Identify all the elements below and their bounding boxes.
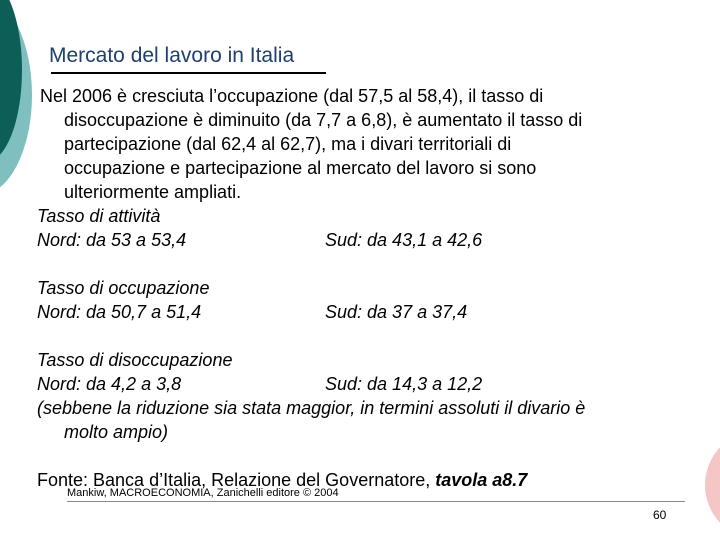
attivita-nord: Nord: da 53 a 53,4 [37,230,187,250]
title-underline [51,72,326,74]
occupazione-heading: Tasso di occupazione [37,278,210,298]
footer-divider [67,501,685,502]
intro-line-2: disoccupazione è diminuito (da 7,7 a 6,8), è aumentato il tasso di [64,110,583,130]
disoccupazione-heading: Tasso di disoccupazione [37,350,233,370]
intro-line-3: partecipazione (dal 62,4 al 62,7), ma i divari territoriali di [64,134,512,154]
pink-arc [705,430,720,540]
attivita-heading: Tasso di attività [37,206,161,226]
slide-title: Mercato del lavoro in Italia [49,44,295,67]
intro-line-5: ulteriormente ampliati. [64,182,242,202]
source-prefix: Fonte: Banca d’Italia, Relazione del Governatore, [37,470,436,490]
source-table-ref: tavola a8.7 [435,470,528,490]
disoccupazione-sud: Sud: da 14,3 a 12,2 [325,374,483,394]
disoccupazione-note-line-1: (sebbene la riduzione sia stata maggior, in termini assoluti il divario è [37,398,586,418]
disoccupazione-note-line-2: molto ampio) [64,422,169,442]
page-number: 60 [653,508,667,522]
occupazione-nord: Nord: da 50,7 a 51,4 [37,302,202,322]
occupazione-sud: Sud: da 37 a 37,4 [325,302,468,322]
disoccupazione-nord: Nord: da 4,2 a 3,8 [37,374,182,394]
intro-line-1: Nel 2006 è cresciuta l’occupazione (dal 57,5 al 58,4), il tasso di [40,86,544,106]
attivita-sud: Sud: da 43,1 a 42,6 [325,230,483,250]
intro-line-4: occupazione e partecipazione al mercato del lavoro si sono [64,158,537,178]
footer-credit: Mankiw, MACROECONOMIA, Zanichelli editore © 2004 [67,487,339,499]
